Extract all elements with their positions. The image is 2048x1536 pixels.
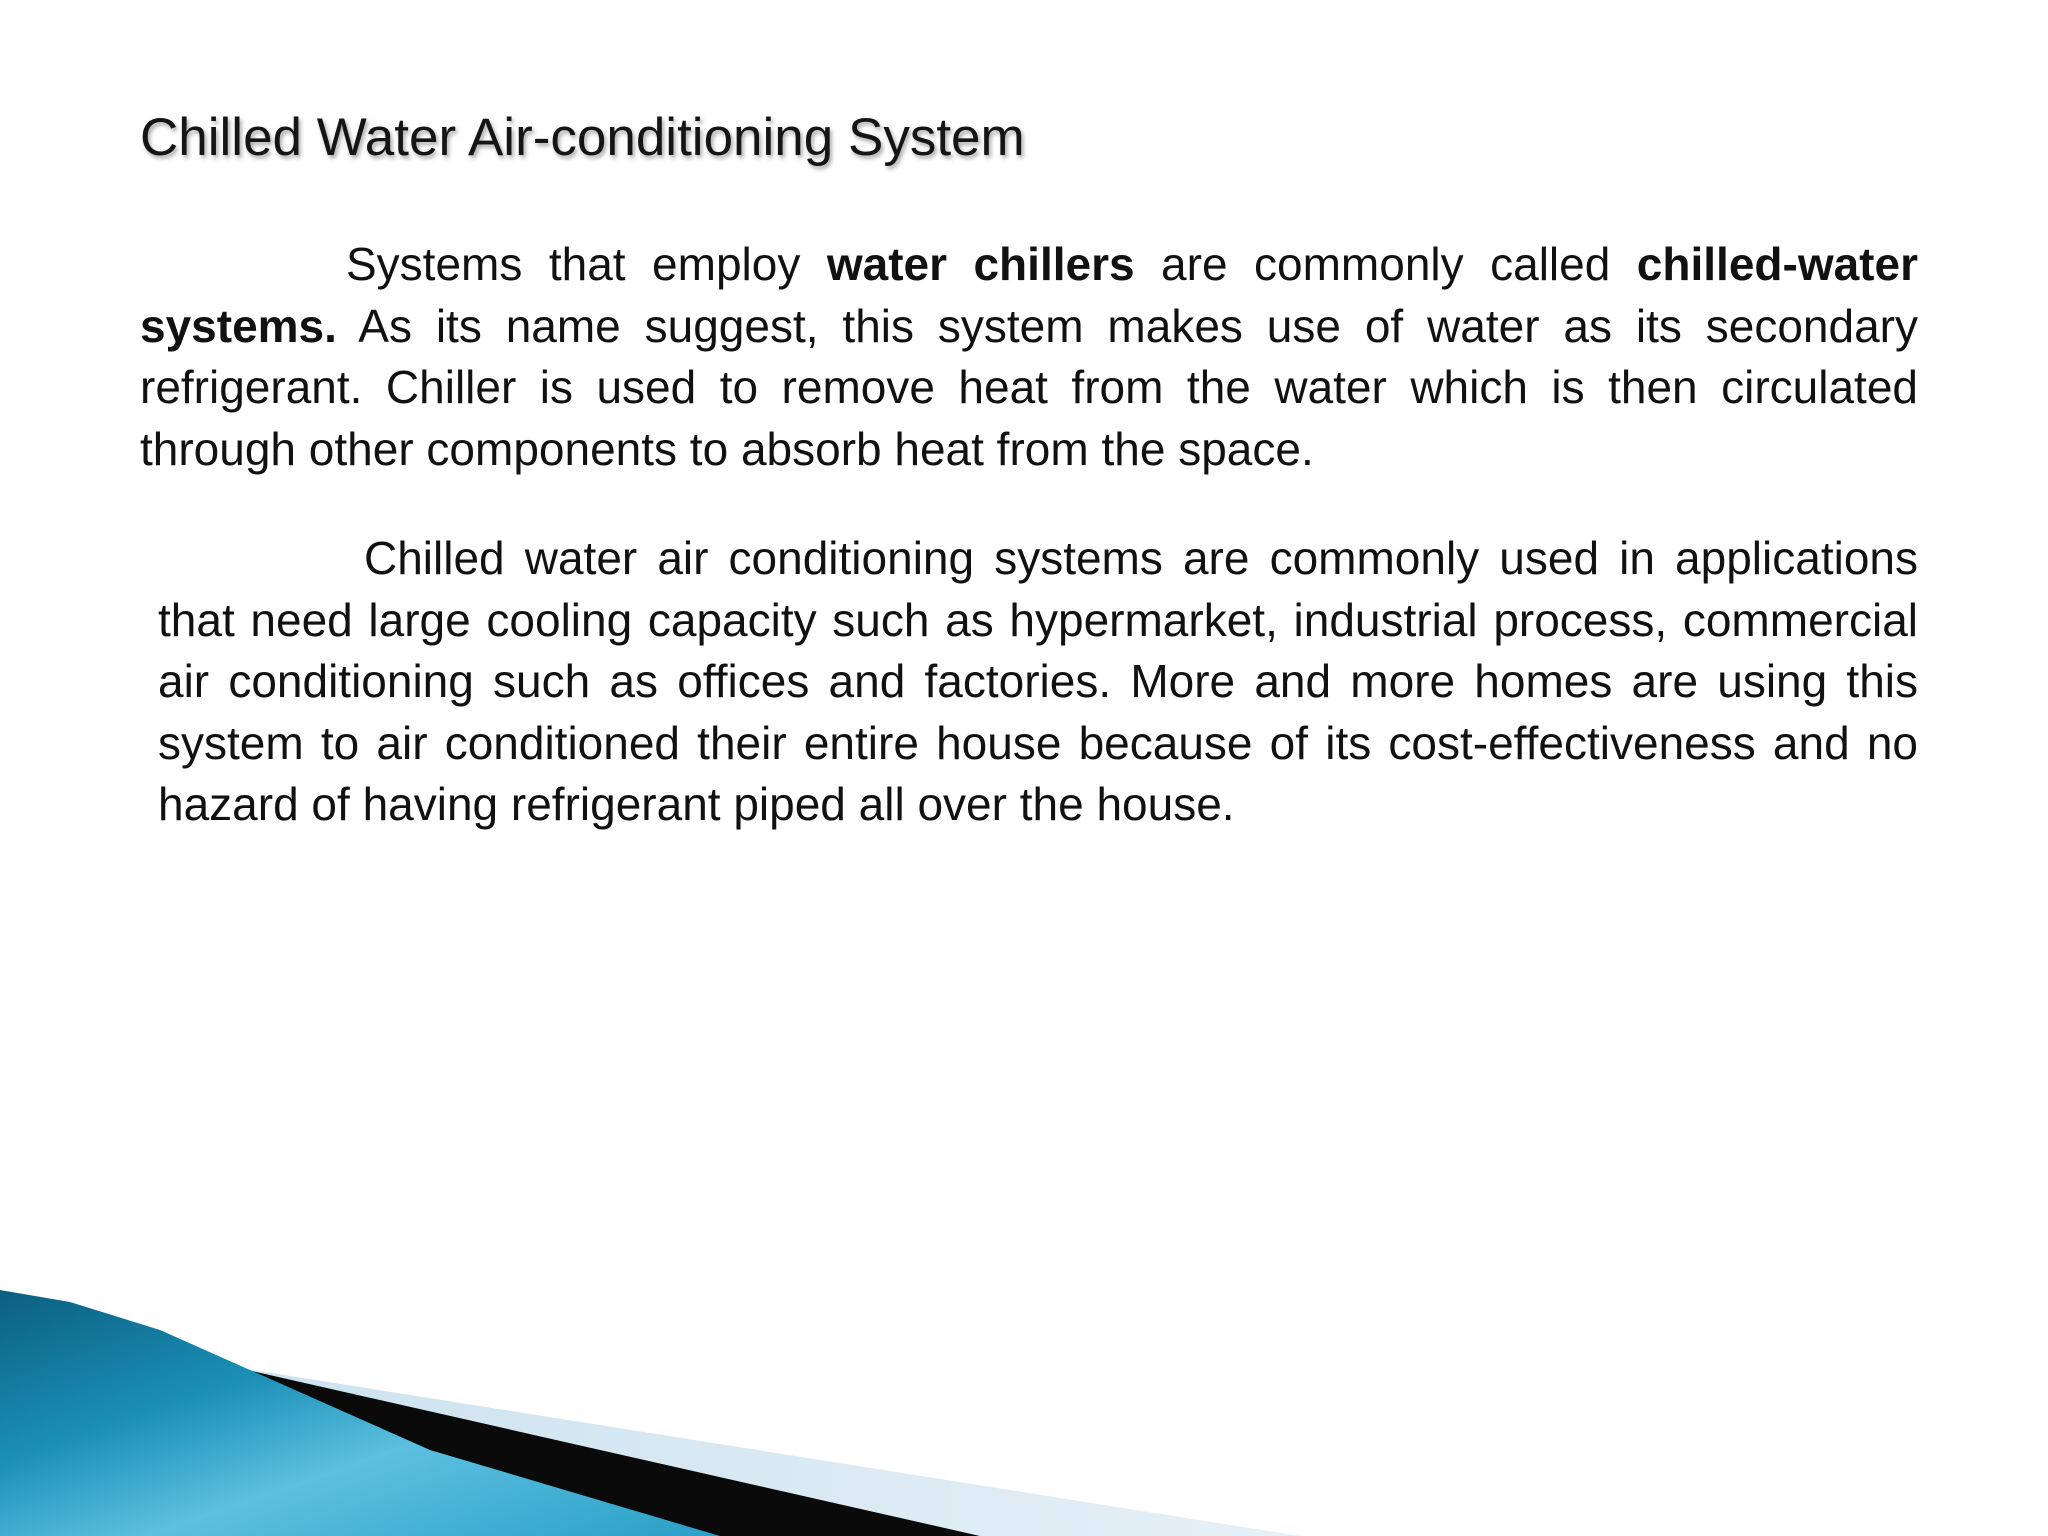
paragraph-1-bold-water-chillers: water chillers	[826, 238, 1135, 290]
body-paragraph-1	[140, 234, 1918, 480]
paragraph-1-text-2: are commonly called	[1134, 238, 1637, 290]
paragraph-2-text: Chilled water air conditioning systems are commonly used in applications that need large cooling capacity such as hypermarket, industrial process, commercial air conditioning such as offices and factories. More and more homes are using this system to air conditioned their entire house because of its cost-effectiveness and no hazard of having refrigerant piped all over the house.	[158, 532, 1918, 830]
paragraph-1-bold-chilled-water-systems: chilled-water systems.	[140, 238, 1918, 352]
body-paragraph-2	[158, 528, 1918, 836]
paragraph-1-text-1: Systems that employ	[346, 238, 827, 290]
slide-title: Chilled Water Air-conditioning System	[140, 108, 1025, 167]
paragraph-1-text-3: As its name suggest, this system makes use of water as its secondary refrigerant. Chiller is used to remove heat from the water which is then circulated through other components to absorb heat from the space.	[140, 299, 1918, 475]
corner-swoosh-decoration	[0, 1290, 1300, 1536]
